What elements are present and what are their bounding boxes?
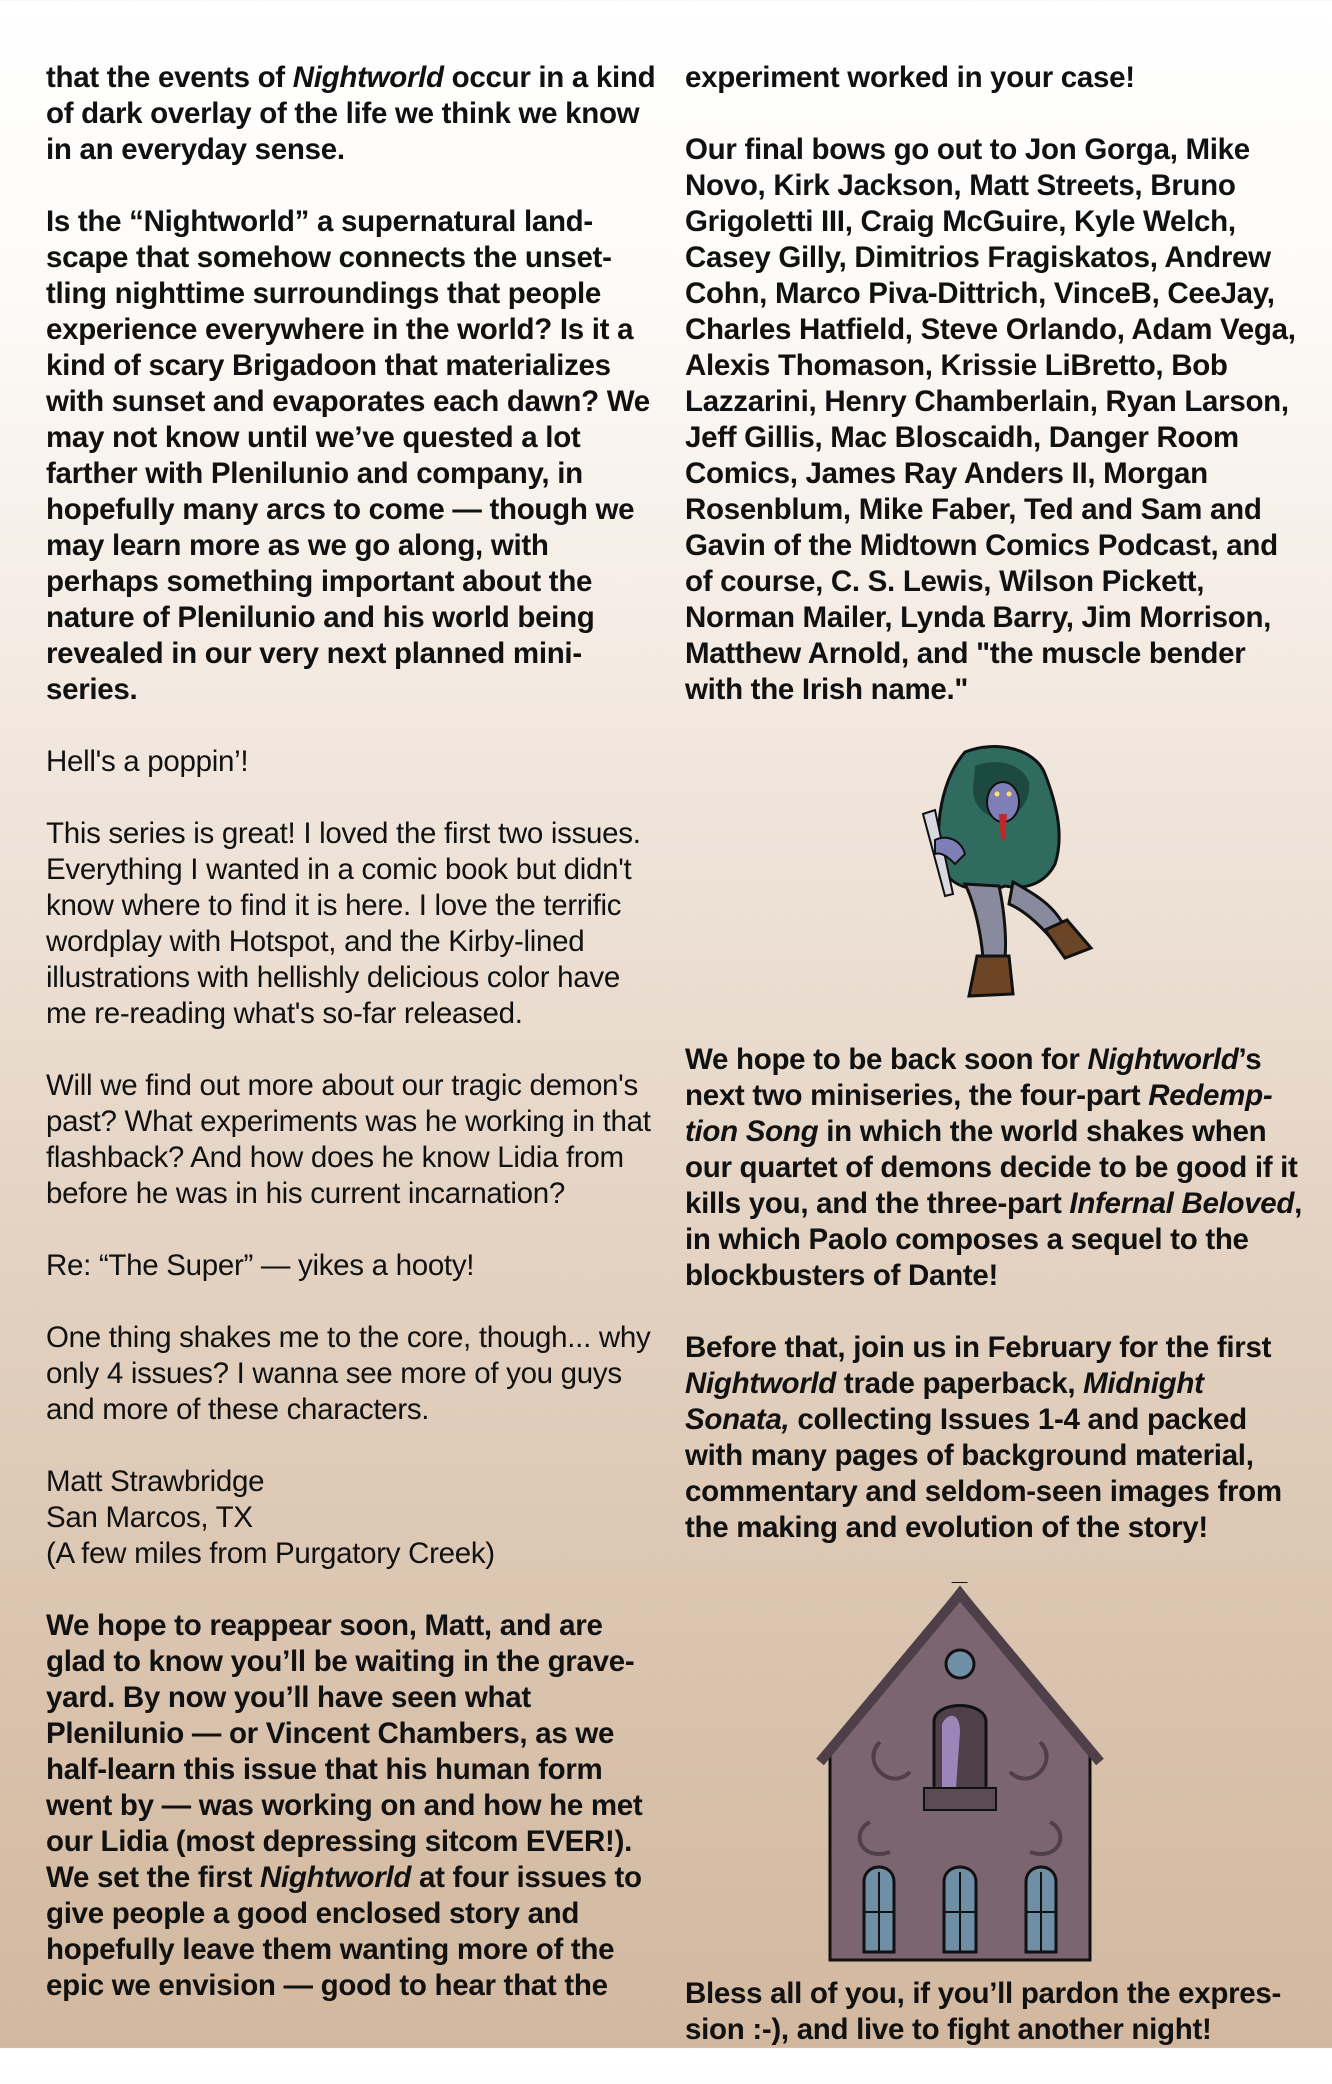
letter-paragraph-1: This series is great! I loved the first two issues. Everything I wanted in a comic book but didn't know where to find it is here. I love the terrific wordplay with Hotspot, and the Kirby-lined illustrations with hellishly delicious color have me re-reading what's so-far released. bbox=[46, 817, 641, 1030]
title-nightworld: Nightworld bbox=[685, 1367, 837, 1400]
editor-reply-paragraph-2: Is the “Nightworld” a supernatural landscape that somehow connects the unsettling nighttime surroundings that people experience everywhere in the world? Is it a kind of scary Brigadoon that materializes with sunset and evaporates each dawn? We may not know until we’ve quested a lot farther with Plenilunio and company, in hopefully many arcs to come — though we may learn more as we go along, with perhaps something important about the nature of Plenilunio and his world being revealed in our very next planned miniseries. bbox=[46, 205, 650, 706]
hooded-demon-illustration bbox=[895, 744, 1115, 1004]
letter-paragraph-2: Will we find out more about our tragic demon's past? What experiments was he working in that flashback? And how does he know Lidia from before he was in his current incarnation? bbox=[46, 1069, 651, 1210]
next-miniseries-paragraph: We hope to be back soon for Nightworld’s next two miniseries, the four-part Redemption Song in which the world shakes when our quartet of demons decide to be good if it kills you, and the three-part Infernal Beloved, in which Paolo composes a sequel to the blockbusters of Dante! bbox=[685, 1043, 1303, 1292]
signature-city: San Marcos, TX bbox=[46, 1501, 253, 1534]
haunted-house-illustration bbox=[790, 1582, 1130, 1962]
signature-name: Matt Strawbridge bbox=[46, 1465, 265, 1498]
demon-boot bbox=[1045, 920, 1091, 958]
thanks-paragraph: Our final bows go out to Jon Gorga, Mike Novo, Kirk Jackson, Matt Streets, Bruno Grigoletti III, Craig McGuire, Kyle Welch, Casey Gilly, Dimitrios Fragiskatos, Andrew Cohn, Marco Piva-Dittrich, VinceB, CeeJay, Charles Hatfield, Steve Orlando, Adam Vega, Alexis Thomason, Krissie LiBretto, Bob Lazzarini, Henry Chamberlain, Ryan Larson, Jeff Gillis, Mac Bloscaidh, Danger Room Comics, James Ray Anders II, Morgan Rosenblum, Mike Faber, Ted and Sam and Gavin of the Midtown Comics Podcast, and of course, C. S. Lewis, Wilson Pickett, Norman Mailer, Lynda Barry, Jim Morrison, Matthew Arnold, and "the muscle bender with the Irish name." bbox=[685, 133, 1296, 706]
title-infernal-beloved: Infernal Beloved bbox=[1069, 1187, 1295, 1220]
letter-paragraph-4: One thing shakes me to the core, though... why only 4 issues? I wanna see more of you guys and more of these characters. bbox=[46, 1321, 651, 1426]
title-midnight-sonata: Midnight Sonata, bbox=[685, 1367, 1204, 1436]
editor-reply-paragraph-1: that the events of Nightworld occur in a kind of dark overlay of the life we think we know in an everyday sense. bbox=[46, 61, 656, 166]
letter-paragraph-3: Re: “The Super” — yikes a hooty! bbox=[46, 1249, 475, 1282]
title-nightworld: Nightworld bbox=[292, 61, 444, 94]
left-column bbox=[46, 60, 662, 2040]
editor-reply-to-matt: We hope to reappear soon, Matt, and are glad to know you’ll be waiting in the graveyard. By now you’ll have seen what Plenilunio — or Vincent Chambers, as we half-learn this issue that his human form went by — was working on and how he met our Lidia (most depressing sitcom EVER!). We set the first Nightworld at four issues to give people a good enclosed story and hopefully leave them wanting more of the epic we envision — good to hear that the bbox=[46, 1609, 643, 2002]
demon-eye bbox=[1007, 792, 1012, 797]
demon-leg bbox=[965, 884, 1006, 958]
right-column bbox=[685, 60, 1305, 2084]
title-nightworld: Nightworld bbox=[260, 1861, 412, 1894]
editor-reply-continued: experiment worked in your case! bbox=[685, 61, 1135, 94]
letter-signature bbox=[46, 1464, 662, 1572]
title-nightworld: Nightworld bbox=[1087, 1043, 1239, 1076]
closing-paragraph: Bless all of you, if you’ll pardon the expression :-), and live to fight another night! bbox=[685, 1977, 1282, 2046]
house-round-window bbox=[946, 1650, 974, 1678]
house-balcony-window bbox=[934, 1706, 986, 1793]
house-balcony bbox=[924, 1788, 996, 1810]
demon-boot bbox=[969, 956, 1013, 996]
signature-note: (A few miles from Purgatory Creek) bbox=[46, 1537, 495, 1570]
demon-eye bbox=[995, 792, 1000, 797]
trade-paperback-paragraph: Before that, join us in February for the first Nightworld trade paperback, Midnight Sonata, collecting Issues 1-4 and packed with many pages of background material, commentary and seldom-seen images from the making and evolution of the story! bbox=[685, 1331, 1282, 1544]
letter-greeting: Hell's a poppin’! bbox=[46, 745, 249, 778]
title-redemption-song: Redemption Song bbox=[685, 1079, 1273, 1148]
